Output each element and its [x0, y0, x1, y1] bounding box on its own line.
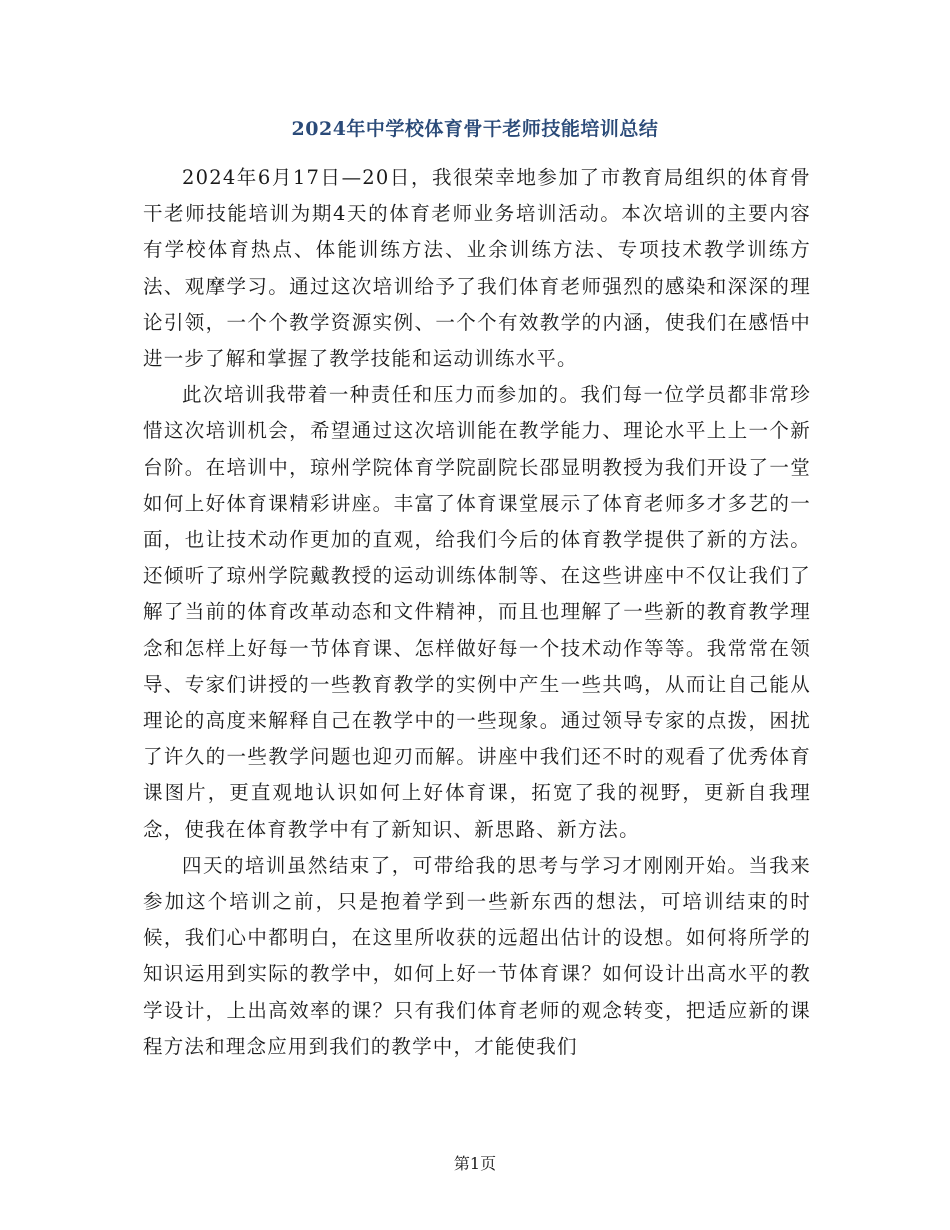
page-number: 第1页 [453, 1154, 497, 1173]
paragraph-1: 2024年6月17日—20日，我很荣幸地参加了市教育局组织的体育骨干老师技能培训为期4天的体育老师业务培训活动。本次培训的主要内容有学校体育热点、体能训练方法、业余训练方法、专项技术教学训练方法、观摩学习。通过这次培训给予了我们体育老师强烈的感染和深深的理论引领，一个个教学资源实例、一个个有效教学的内涵，使我们在感悟中进一步了解和掌握了教学技能和运动训练水平。 [143, 166, 811, 371]
document-body [143, 160, 811, 1065]
document-title: 2024年中学校体育骨干老师技能培训总结 [291, 118, 659, 140]
paragraph-2: 此次培训我带着一种责任和压力而参加的。我们每一位学员都非常珍惜这次培训机会，希望通过这次培训能在教学能力、理论水平上上一个新台阶。在培训中，琼州学院体育学院副院长邵显明教授为我们开设了一堂如何上好体育课精彩讲座。丰富了体育课堂展示了体育老师多才多艺的一面，也让技术动作更加的直观，给我们今后的体育教学提供了新的方法。还倾听了琼州学院戴教授的运动训练体制等、在这些讲座中不仅让我们了解了当前的体育改革动态和文件精神，而且也理解了一些新的教育教学理念和怎样上好每一节体育课、怎样做好每一个技术动作等等。我常常在领导、专家们讲授的一些教育教学的实例中产生一些共鸣，从而让自己能从理论的高度来解释自己在教学中的一些现象。通过领导专家的点拨，困扰了许久的一些教学问题也迎刃而解。讲座中我们还不时的观看了优秀体育课图片，更直观地认识如何上好体育课，拓宽了我的视野，更新自我理念，使我在体育教学中有了新知识、新思路、新方法。 [143, 383, 811, 841]
paragraph-3: 四天的培训虽然结束了，可带给我的思考与学习才刚刚开始。当我来参加这个培训之前，只是抱着学到一些新东西的想法，可培训结束的时候，我们心中都明白，在这里所收获的远超出估计的设想。如何将所学的知识运用到实际的教学中，如何上好一节体育课？如何设计出高水平的教学设计，上出高效率的课？只有我们体育老师的观念转变，把适应新的课程方法和理念应用到我们的教学中，才能使我们 [143, 853, 811, 1058]
